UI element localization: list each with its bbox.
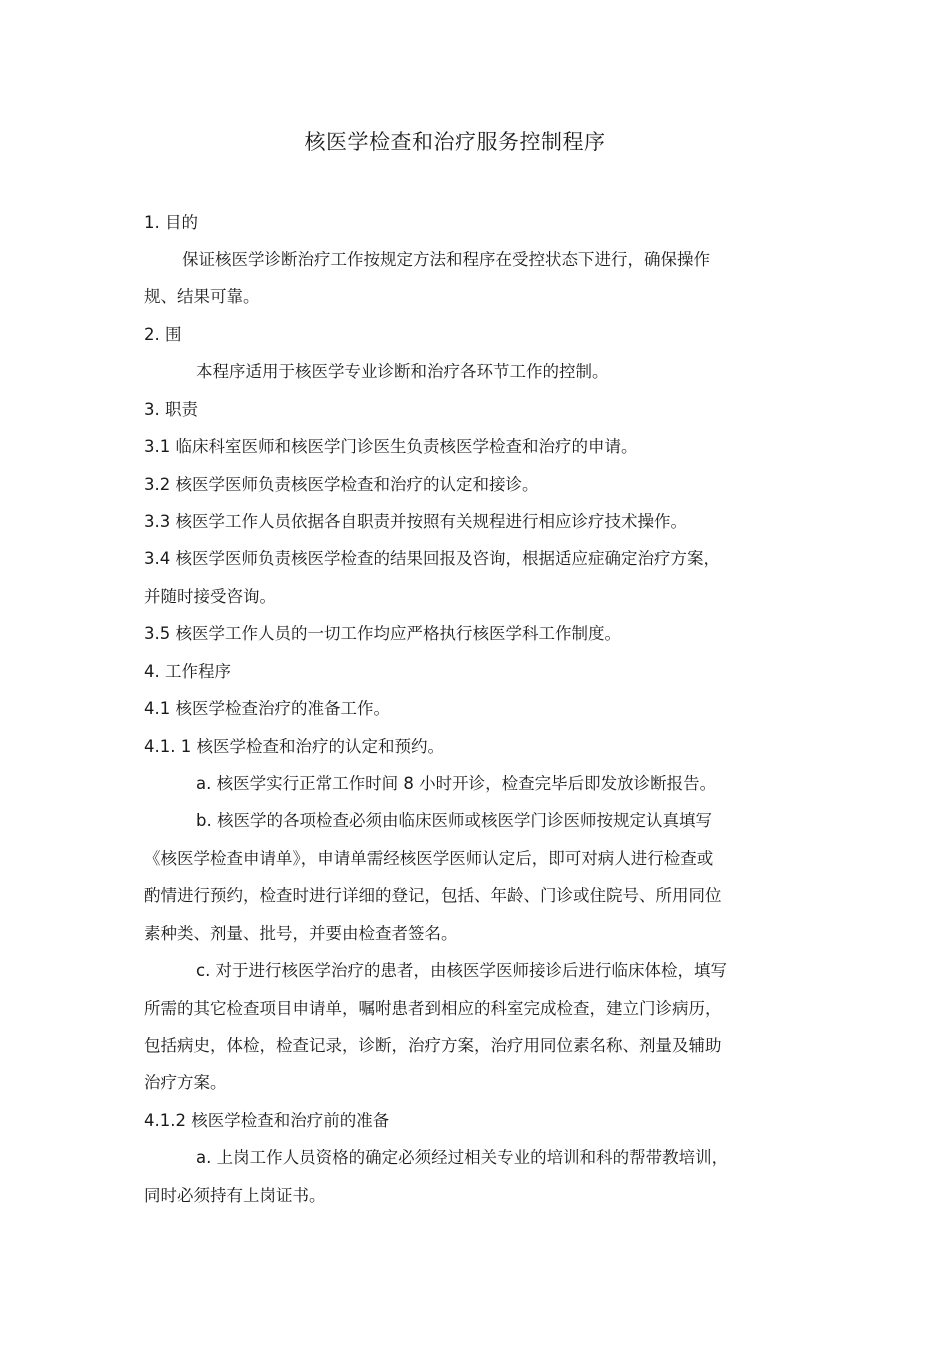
clause-4-1-2: 4.1.2 核医学检查和治疗前的准备 [144,1111,390,1130]
paragraph-line: 规、结果可靠。 [144,287,260,306]
section-heading-scope: 2. 围 [144,325,182,344]
clause-4-1-1: 4.1. 1 核医学检查和治疗的认定和预约。 [144,737,444,756]
clause-3-4: 3.4 核医学医师负责核医学检查的结果回报及咨询，根据适应症确定治疗方案， [144,549,720,568]
clause-3-1: 3.1 临床科室医师和核医学门诊医生负责核医学检查和治疗的申请。 [144,437,638,456]
paragraph-line: 本程序适用于核医学专业诊断和治疗各环节工作的控制。 [196,362,609,381]
clause-3-5: 3.5 核医学工作人员的一切工作均应严格执行核医学科工作制度。 [144,624,621,643]
clause-3-2: 3.2 核医学医师负责核医学检查和治疗的认定和接诊。 [144,475,539,494]
paragraph-line: 并随时接受咨询。 [144,587,276,606]
paragraph-line: 《核医学检查申请单》，申请单需经核医学医师认定后，即可对病人进行检查或 [144,849,714,868]
section-heading-procedure: 4. 工作程序 [144,662,231,681]
paragraph-line: 治疗方案。 [144,1073,227,1092]
item-a: a. 核医学实行正常工作时间 8 小时开诊，检查完毕后即发放诊断报告。 [196,774,717,793]
item-c: c. 对于进行核医学治疗的患者，由核医学医师接诊后进行临床体检，填写 [196,961,728,980]
clause-3-3: 3.3 核医学工作人员依据各自职责并按照有关规程进行相应诊疗技术操作。 [144,512,687,531]
paragraph-line: 保证核医学诊断治疗工作按规定方法和程序在受控状态下进行，确保操作 [182,250,710,269]
clause-4-1: 4.1 核医学检查治疗的准备工作。 [144,699,390,718]
section-heading-purpose: 1. 目的 [144,213,198,232]
paragraph-line: 素种类、剂量、批号，并要由检查者签名。 [144,924,458,943]
section-heading-responsibilities: 3. 职责 [144,400,198,419]
item-a-2: a. 上岗工作人员资格的确定必须经过相关专业的培训和科的帮带教培训， [196,1148,729,1167]
item-b: b. 核医学的各项检查必须由临床医师或核医学门诊医师按规定认真填写 [196,811,712,830]
paragraph-line: 酌情进行预约，检查时进行详细的登记，包括、年龄、门诊或住院号、所用同位 [144,886,722,905]
document-title: 核医学检查和治疗服务控制程序 [304,130,606,154]
paragraph-line: 包括病史，体检，检查记录，诊断，治疗方案，治疗用同位素名称、剂量及辅助 [144,1036,722,1055]
paragraph-line: 所需的其它检查项目申请单，嘱咐患者到相应的科室完成检查，建立门诊病历， [144,999,722,1018]
paragraph-line: 同时必须持有上岗证书。 [144,1186,326,1205]
